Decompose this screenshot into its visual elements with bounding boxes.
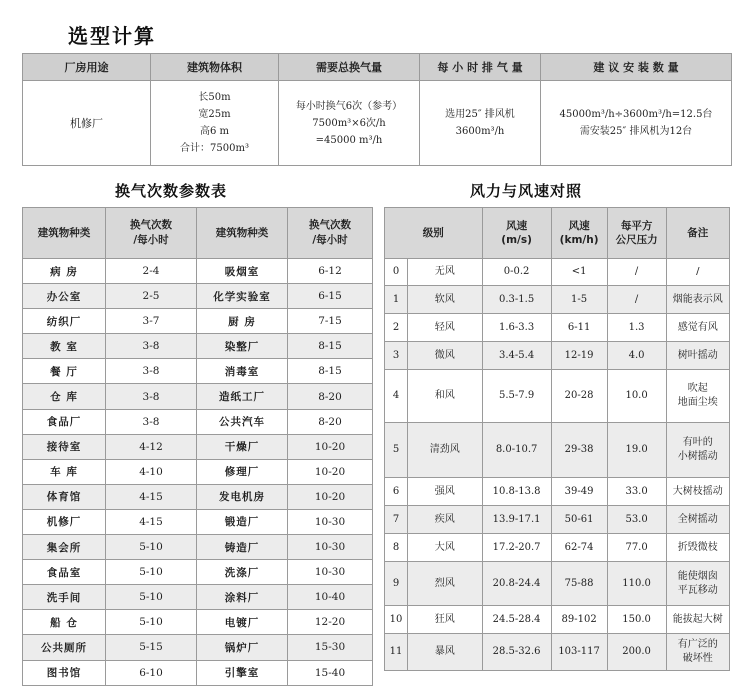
wind-pressure: 1.3 (607, 314, 666, 342)
vent-header-rate: 换气次数 /每小时 (288, 208, 373, 259)
wind-level: 9 (385, 562, 408, 606)
wind-note: 大树枝摇动 (666, 478, 729, 506)
wind-pressure: 10.0 (607, 370, 666, 423)
air-change-rate: 7-15 (288, 309, 373, 334)
wind-name: 微风 (408, 342, 483, 370)
wind-speed-kmh: 62-74 (551, 534, 607, 562)
wind-name: 轻风 (408, 314, 483, 342)
wind-note: 能使烟囱 平瓦移动 (666, 562, 729, 606)
air-change-rate: 5-15 (106, 635, 197, 660)
wind-level: 10 (385, 606, 408, 634)
vent-header-type: 建筑物种类 (23, 208, 106, 259)
cell-hourly (420, 81, 541, 166)
wind-name: 烈风 (408, 562, 483, 606)
building-type: 公共厕所 (23, 635, 106, 660)
wind-speed-ms: 8.0-10.7 (482, 423, 551, 478)
building-type: 教 室 (23, 334, 106, 359)
air-change-rate: 4-12 (106, 434, 197, 459)
table-row (23, 535, 373, 560)
building-type: 接待室 (23, 434, 106, 459)
air-change-rate: 2-4 (106, 259, 197, 284)
cell-purpose: 机修厂 (23, 81, 151, 166)
wind-name: 无风 (408, 259, 483, 286)
wind-pressure: 150.0 (607, 606, 666, 634)
air-change-rate: 10-30 (288, 535, 373, 560)
table-row (23, 635, 373, 660)
building-type: 图书馆 (23, 660, 106, 685)
wind-level: 3 (385, 342, 408, 370)
page-title: 选型计算 (68, 24, 156, 48)
wind-table-title: 风力与风速对照 (470, 182, 583, 200)
wind-pressure: 33.0 (607, 478, 666, 506)
table-row (23, 560, 373, 585)
wind-speed-ms: 24.5-28.4 (482, 606, 551, 634)
air-change-rate: 3-8 (106, 409, 197, 434)
wind-speed-ms: 5.5-7.9 (482, 370, 551, 423)
air-change-rate: 8-20 (288, 409, 373, 434)
wind-speed-kmh: 20-28 (551, 370, 607, 423)
building-type: 发电机房 (197, 484, 288, 509)
table-row (385, 606, 730, 634)
wind-pressure: 53.0 (607, 506, 666, 534)
wind-name: 和风 (408, 370, 483, 423)
wind-speed-ms: 28.5-32.6 (482, 634, 551, 671)
total-air-line: =45000 m³/h (315, 134, 383, 146)
wind-header-speed-ms: 风速 (m/s) (482, 208, 551, 259)
wind-speed-kmh: 1-5 (551, 286, 607, 314)
table-row (385, 423, 730, 478)
air-change-rate: 6-15 (288, 284, 373, 309)
table-row (23, 359, 373, 384)
wind-speed-kmh: 39-49 (551, 478, 607, 506)
air-change-rate: 6-10 (106, 660, 197, 685)
table-row (385, 370, 730, 423)
building-type: 消毒室 (197, 359, 288, 384)
building-type: 公共汽车 (197, 409, 288, 434)
wind-level: 1 (385, 286, 408, 314)
wind-pressure: 77.0 (607, 534, 666, 562)
table-row (23, 309, 373, 334)
wind-header-note: 备注 (666, 208, 729, 259)
building-type: 染整厂 (197, 334, 288, 359)
building-type: 干燥厂 (197, 434, 288, 459)
building-type: 纺织厂 (23, 309, 106, 334)
building-type: 引擎室 (197, 660, 288, 685)
air-change-rate: 10-40 (288, 585, 373, 610)
hourly-line: 3600m³/h (455, 126, 505, 137)
table-row (23, 384, 373, 409)
table-row (23, 284, 373, 309)
air-change-rate: 5-10 (106, 610, 197, 635)
wind-pressure: / (607, 286, 666, 314)
wind-name: 狂风 (408, 606, 483, 634)
wind-speed-table (384, 207, 730, 671)
wind-name: 强风 (408, 478, 483, 506)
building-type: 车 库 (23, 459, 106, 484)
building-type: 厨 房 (197, 309, 288, 334)
wind-level: 8 (385, 534, 408, 562)
air-change-rate: 8-15 (288, 359, 373, 384)
vent-table-title: 换气次数参数表 (115, 182, 228, 200)
building-type: 涂料厂 (197, 585, 288, 610)
table-row (385, 506, 730, 534)
wind-speed-ms: 13.9-17.1 (482, 506, 551, 534)
header-hourly: 每 小 时 排 气 量 (420, 54, 541, 81)
air-change-rate: 3-8 (106, 384, 197, 409)
wind-name: 清劲风 (408, 423, 483, 478)
wind-header-speed-kmh: 风速 (km/h) (551, 208, 607, 259)
vent-header-type: 建筑物种类 (197, 208, 288, 259)
air-change-rate: 5-10 (106, 585, 197, 610)
volume-length: 长50m (198, 92, 231, 103)
building-type: 办公室 (23, 284, 106, 309)
building-type: 锅炉厂 (197, 635, 288, 660)
building-type: 食品厂 (23, 409, 106, 434)
wind-speed-ms: 0.3-1.5 (482, 286, 551, 314)
wind-speed-ms: 10.8-13.8 (482, 478, 551, 506)
wind-level: 0 (385, 259, 408, 286)
table-row (385, 286, 730, 314)
building-type: 洗涤厂 (197, 560, 288, 585)
air-change-rate: 6-12 (288, 259, 373, 284)
selection-calc-table (22, 53, 732, 166)
building-type: 船 仓 (23, 610, 106, 635)
table-row (23, 459, 373, 484)
building-type: 锻造厂 (197, 509, 288, 534)
wind-note: 感觉有风 (666, 314, 729, 342)
header-volume: 建筑物体积 (151, 54, 279, 81)
wind-level: 6 (385, 478, 408, 506)
building-type: 铸造厂 (197, 535, 288, 560)
wind-level: 5 (385, 423, 408, 478)
table-row (23, 259, 373, 284)
building-type: 集会所 (23, 535, 106, 560)
table-row (23, 334, 373, 359)
wind-note: 树叶摇动 (666, 342, 729, 370)
wind-name: 暴风 (408, 634, 483, 671)
building-type: 食品室 (23, 560, 106, 585)
building-type: 仓 库 (23, 384, 106, 409)
air-change-rate: 15-30 (288, 635, 373, 660)
hourly-line: 选用25″ 排风机 (445, 109, 515, 120)
wind-note: 全树摇动 (666, 506, 729, 534)
building-type: 修理厂 (197, 459, 288, 484)
wind-speed-ms: 20.8-24.4 (482, 562, 551, 606)
wind-speed-kmh: 12-19 (551, 342, 607, 370)
air-change-rate: 4-15 (106, 509, 197, 534)
wind-pressure: 4.0 (607, 342, 666, 370)
wind-header-level: 级别 (385, 208, 483, 259)
wind-speed-kmh: 6-11 (551, 314, 607, 342)
volume-total: 合计：7500m³ (180, 143, 249, 154)
wind-level: 4 (385, 370, 408, 423)
table-row (23, 610, 373, 635)
wind-header-pressure: 每平方 公尺压力 (607, 208, 666, 259)
building-type: 电镀厂 (197, 610, 288, 635)
table-row (385, 259, 730, 286)
volume-width: 宽25m (198, 109, 231, 120)
wind-pressure: / (607, 259, 666, 286)
air-change-rate: 15-40 (288, 660, 373, 685)
table-row (385, 342, 730, 370)
table-row (385, 562, 730, 606)
building-type: 洗手间 (23, 585, 106, 610)
header-total-air: 需要总换气量 (279, 54, 420, 81)
air-change-rate: 10-30 (288, 509, 373, 534)
wind-speed-kmh: <1 (551, 259, 607, 286)
building-type: 造纸工厂 (197, 384, 288, 409)
wind-speed-ms: 17.2-20.7 (482, 534, 551, 562)
air-change-rate: 3-8 (106, 359, 197, 384)
wind-speed-kmh: 50-61 (551, 506, 607, 534)
table-row (23, 660, 373, 685)
suggest-line: 45000m³/h÷3600m³/h=12.5台 (559, 109, 713, 120)
building-type: 机修厂 (23, 509, 106, 534)
table-row (23, 509, 373, 534)
wind-speed-kmh: 103-117 (551, 634, 607, 671)
air-change-rate: 5-10 (106, 560, 197, 585)
vent-header-rate: 换气次数 /每小时 (106, 208, 197, 259)
air-change-rate: 10-20 (288, 459, 373, 484)
wind-speed-ms: 0-0.2 (482, 259, 551, 286)
air-change-rate: 10-20 (288, 434, 373, 459)
wind-note: 折毁微枝 (666, 534, 729, 562)
air-change-rate: 5-10 (106, 535, 197, 560)
air-change-rate: 2-5 (106, 284, 197, 309)
cell-volume (151, 81, 279, 166)
wind-pressure: 110.0 (607, 562, 666, 606)
air-change-rate: 10-20 (288, 484, 373, 509)
header-purpose: 厂房用途 (23, 54, 151, 81)
table-row (23, 434, 373, 459)
table-row (385, 534, 730, 562)
cell-suggest (541, 81, 732, 166)
air-change-rate: 8-20 (288, 384, 373, 409)
volume-height: 高6 m (199, 126, 230, 137)
building-type: 餐 厅 (23, 359, 106, 384)
air-change-rate: 10-30 (288, 560, 373, 585)
air-change-rate: 12-20 (288, 610, 373, 635)
air-change-rate: 3-7 (106, 309, 197, 334)
air-change-rate: 4-15 (106, 484, 197, 509)
wind-speed-kmh: 89-102 (551, 606, 607, 634)
table-row (385, 314, 730, 342)
air-change-rate: 8-15 (288, 334, 373, 359)
wind-note: 吹起 地面尘埃 (666, 370, 729, 423)
building-type: 吸烟室 (197, 259, 288, 284)
table-row (385, 478, 730, 506)
wind-level: 2 (385, 314, 408, 342)
wind-level: 11 (385, 634, 408, 671)
wind-name: 疾风 (408, 506, 483, 534)
air-change-rate: 3-8 (106, 334, 197, 359)
wind-note: 烟能表示风 (666, 286, 729, 314)
wind-pressure: 200.0 (607, 634, 666, 671)
wind-note: 有广泛的 破坏性 (666, 634, 729, 671)
table-row (385, 634, 730, 671)
table-row (23, 484, 373, 509)
wind-speed-ms: 1.6-3.3 (482, 314, 551, 342)
header-suggest: 建 议 安 装 数 量 (541, 54, 732, 81)
air-change-rate: 4-10 (106, 459, 197, 484)
wind-pressure: 19.0 (607, 423, 666, 478)
wind-note: 有叶的 小树摇动 (666, 423, 729, 478)
wind-name: 软风 (408, 286, 483, 314)
wind-level: 7 (385, 506, 408, 534)
wind-note: 能拔起大树 (666, 606, 729, 634)
building-type: 病 房 (23, 259, 106, 284)
total-air-line: 每小时换气6次（参考） (295, 100, 403, 112)
wind-speed-kmh: 75-88 (551, 562, 607, 606)
building-type: 化学实验室 (197, 284, 288, 309)
wind-name: 大风 (408, 534, 483, 562)
suggest-line: 需安装25″ 排风机为12台 (579, 126, 693, 137)
ventilation-table (22, 207, 373, 686)
building-type: 体育馆 (23, 484, 106, 509)
wind-speed-ms: 3.4-5.4 (482, 342, 551, 370)
total-air-line: 7500m³×6次/h (312, 117, 386, 129)
wind-note: / (666, 259, 729, 286)
table-row (23, 409, 373, 434)
table-row (23, 585, 373, 610)
wind-speed-kmh: 29-38 (551, 423, 607, 478)
cell-total-air (279, 81, 420, 166)
